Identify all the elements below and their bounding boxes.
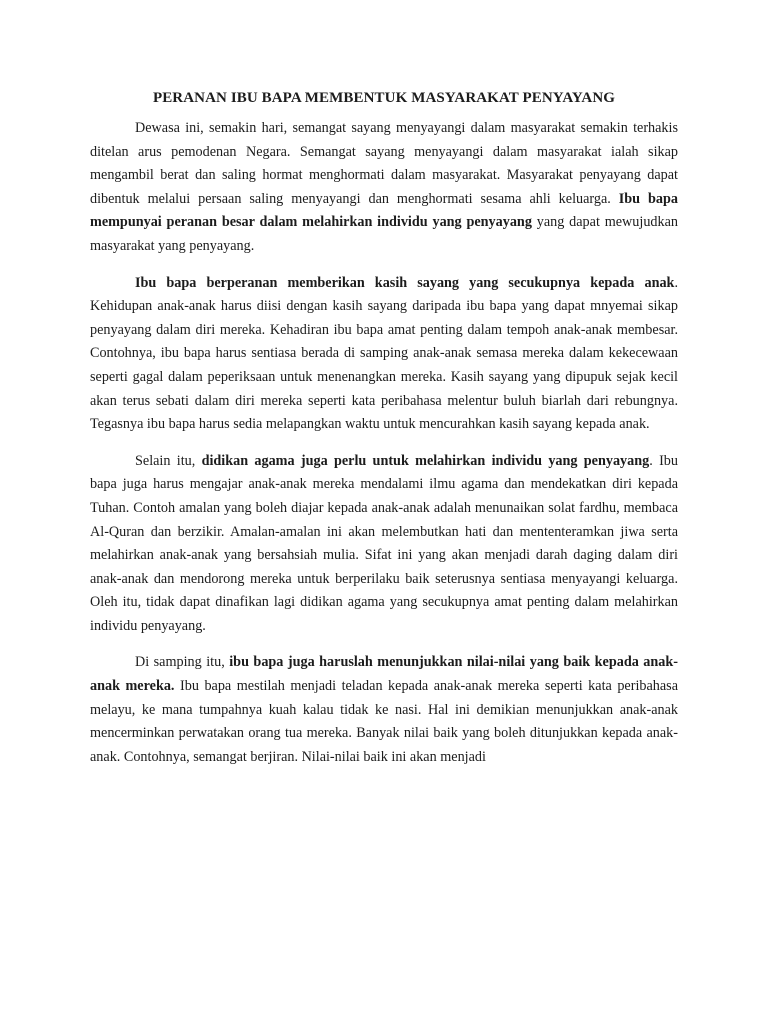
paragraph-4 xyxy=(90,651,678,769)
paragraph-text: . Kehidupan anak-anak harus diisi dengan kasih sayang daripada ibu bapa yang dapat mnyemai sikap penyayang dalam diri mereka. Kehadiran ibu bapa amat penting dalam tempoh anak-anak membesar. Contohnya, ibu bapa harus sentiasa berada di samping anak-anak semasa mereka dalam kekecewaan seperti gagal dalam peperiksaan untuk menenangkan mereka. Kasih sayang yang dipupuk sejak kecil akan terus sebati dalam diri mereka seperti kata peribahasa melentur buluh biarlah dari rebungnya. Tegasnya ibu bapa harus sedia melapangkan waktu untuk mencurahkan kasih sayang kepada anak. xyxy=(90,274,678,433)
paragraph-1 xyxy=(90,117,678,259)
paragraph-text: . Ibu bapa juga harus mengajar anak-anak mereka mendalami ilmu agama dan mendekatkan diri kepada Tuhan. Contoh amalan yang boleh diajar kepada anak-anak adalah menunaikan solat fardhu, membaca Al-Quran dan berzikir. Amalan-amalan ini akan melembutkan hati dan mententeramkan jiwa serta melahirkan anak-anak yang bersahsiah mulia. Sifat ini yang akan menjadi darah daging dalam diri anak-anak dan mendorong mereka untuk berperilaku baik seterusnya sentiasa menyayangi keluarga. Oleh itu, tidak dapat dinafikan lagi didikan agama yang secukupnya amat penting dalam melahirkan individu penyayang. xyxy=(90,452,678,634)
paragraph-text: Selain itu, xyxy=(135,452,202,469)
paragraph-bold-text: ibu bapa juga haruslah menunjukkan nilai-nilai yang baik kepada anak-anak mereka. xyxy=(90,654,678,695)
paragraph-2 xyxy=(90,272,678,437)
paragraph-bold-text: didikan agama juga perlu untuk melahirkan individu yang penyayang xyxy=(201,452,650,469)
paragraph-text: yang dapat mewujudkan masyarakat yang penyayang. xyxy=(90,214,678,254)
paragraph-bold-text: Ibu bapa mempunyai peranan besar dalam melahirkan individu yang penyayang xyxy=(90,190,678,231)
paragraph-text: Ibu bapa mestilah menjadi teladan kepada anak-anak mereka seperti kata peribahasa melayu, ke mana tumpahnya kuah kalau tidak ke nasi. Hal ini demikian menunjukkan anak-anak mencerminkan perwatakan orang tua mereka. Banyak nilai baik yang boleh ditunjukkan kepada anak-anak. Contohnya, semangat berjiran. Nilai-nilai baik ini akan menjadi xyxy=(90,678,678,765)
paragraph-bold-text: Ibu bapa berperanan memberikan kasih sayang yang secukupnya kepada anak xyxy=(135,274,675,291)
paragraph-text: Di samping itu, xyxy=(135,654,230,671)
paragraph-text: Dewasa ini, semakin hari, semangat sayang menyayangi dalam masyarakat semakin terhakis ditelan arus pemodenan Negara. Semangat sayang menyayangi dalam masyarakat ialah sikap mengambil berat dan saling hormat menghormati dalam masyarakat. Masyarakat penyayang dapat dibentuk melalui persaan saling menyayangi dan menghormati sesama ahli keluarga. xyxy=(90,120,678,207)
document-title: PERANAN IBU BAPA MEMBENTUK MASYARAKAT PENYAYANG xyxy=(152,90,616,106)
paragraph-3 xyxy=(90,450,678,639)
